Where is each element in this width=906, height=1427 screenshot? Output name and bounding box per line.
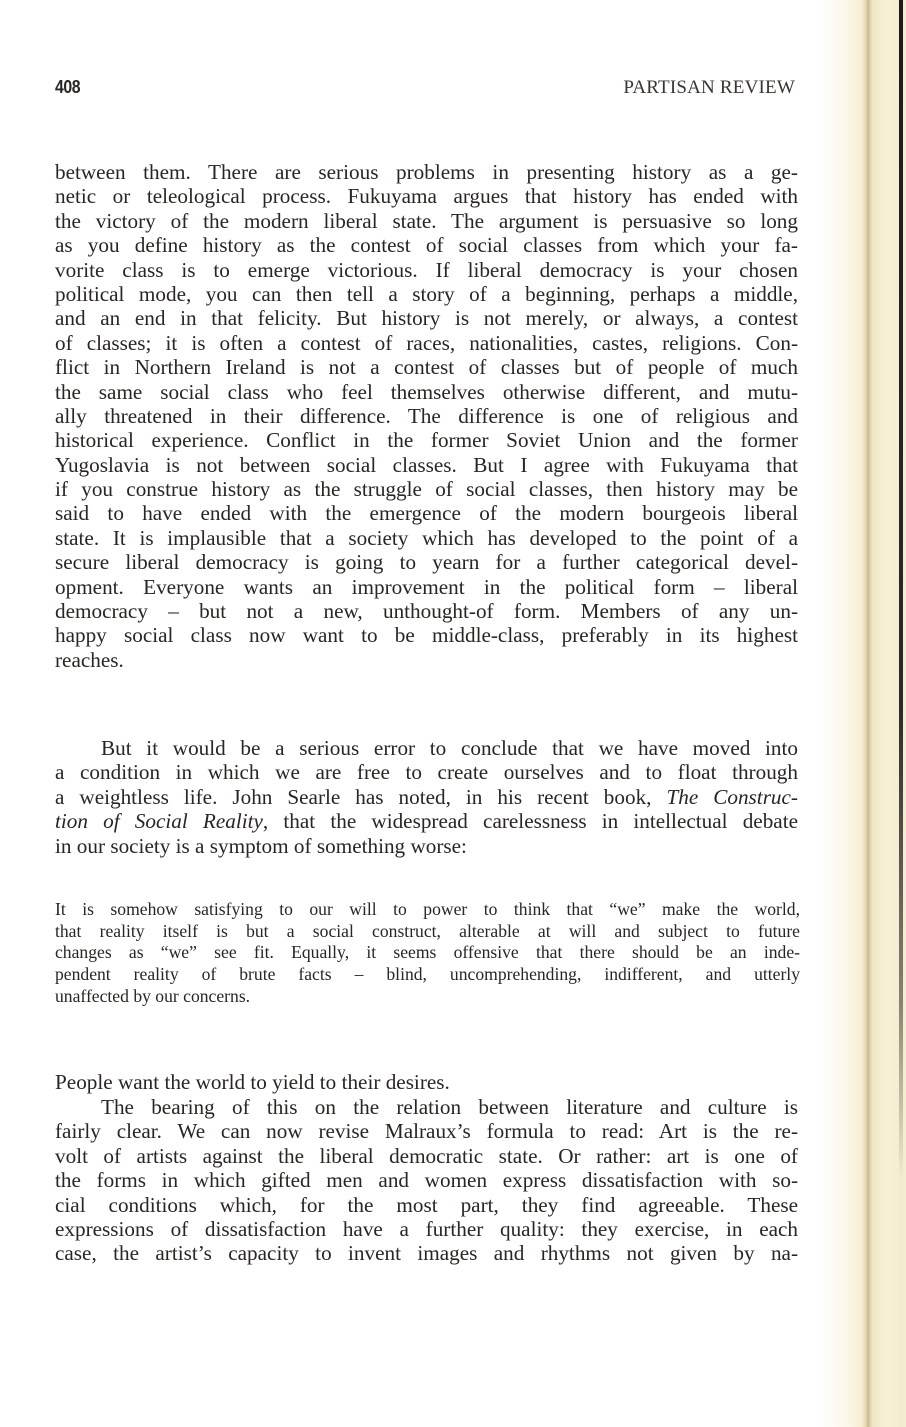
- quote-line: It is somehow satisfying to our will to power to think that “we” make the world,: [55, 899, 800, 919]
- text-line: cial conditions which, for the most part, they find agreeable. These: [55, 1192, 798, 1217]
- text-line: ally threatened in their difference. The difference is one of religious and: [55, 403, 798, 428]
- text-fragment: a weightless life. John Searle has noted, in his recent book,: [55, 784, 667, 809]
- text-line: [55, 785, 798, 809]
- book-title-italic: The Construc-: [666, 784, 798, 809]
- paragraph-2: [55, 736, 798, 858]
- page-number: 408: [55, 77, 81, 97]
- paragraph-4: [55, 1095, 798, 1266]
- text-line: between them. There are serious problems in presenting history as a ge-: [55, 160, 798, 184]
- text-line: netic or teleological process. Fukuyama argues that history has ended with: [55, 184, 798, 209]
- text-line: the forms in which gifted men and women express dissatisfaction with so-: [55, 1168, 798, 1193]
- text-line: flict in Northern Ireland is not a contest of classes but of people of much: [55, 355, 798, 380]
- running-head: PARTISAN REVIEW: [623, 77, 795, 98]
- text-line: historical experience. Conflict in the former Soviet Union and the former: [55, 428, 798, 453]
- page-binding-shadow: [899, 0, 903, 1180]
- text-line: of classes; it is often a contest of races, nationalities, castes, religions. Con-: [55, 330, 798, 355]
- page-binding-edge: [816, 0, 906, 1427]
- text-line: volt of artists against the liberal democratic state. Or rather: art is one of: [55, 1143, 798, 1168]
- text-fragment: , that the widespread carelessness in intellectual debate: [262, 809, 798, 834]
- paragraph-1: [55, 160, 798, 672]
- text-line: if you construe history as the struggle of social classes, then history may be: [55, 477, 798, 502]
- quote-line: pendent reality of brute facts – blind, uncomprehending, indifferent, and utterly: [55, 964, 800, 985]
- quote-line: unaffected by our concerns.: [55, 985, 251, 1006]
- quote-line: that reality itself is but a social construct, alterable at will and subject to future: [55, 920, 800, 941]
- quote-line: changes as “we” see fit. Equally, it seems offensive that there should be an inde-: [55, 942, 800, 963]
- text-line: expressions of dissatisfaction have a further quality: they exercise, in each: [55, 1216, 798, 1241]
- text-line: said to have ended with the emergence of the modern bourgeois liberal: [55, 501, 798, 526]
- text-line: secure liberal democracy is going to yearn for a further categorical devel-: [55, 550, 798, 575]
- text-line: case, the artist’s capacity to invent images and rhythms not given by na-: [55, 1241, 798, 1266]
- text-line: [55, 809, 798, 833]
- block-quote: [55, 899, 800, 1007]
- text-line: as you define history as the contest of social classes from which your fa-: [55, 233, 798, 258]
- text-line: Yugoslavia is not between social classes. But I agree with Fukuyama that: [55, 452, 798, 477]
- text-line: the same social class who feel themselves otherwise different, and mutu-: [55, 379, 798, 404]
- text-line: happy social class now want to be middle-class, preferably in its highest: [55, 623, 798, 648]
- text-line: the victory of the modern liberal state. The argument is persuasive so long: [55, 208, 798, 233]
- text-line: political mode, you can then tell a story of a beginning, perhaps a middle,: [55, 281, 798, 306]
- text-line: and an end in that felicity. But history is not merely, or always, a contest: [55, 306, 798, 331]
- page-header: [55, 73, 795, 103]
- text-line: The bearing of this on the relation between literature and culture is: [101, 1095, 798, 1119]
- text-line: opment. Everyone wants an improvement in the political form – liberal: [55, 574, 798, 599]
- text-line: People want the world to yield to their desires.: [55, 1070, 450, 1094]
- book-title-italic: tion of Social Reality: [55, 809, 263, 834]
- text-line: reaches.: [55, 647, 124, 672]
- paragraph-3: [55, 1070, 798, 1094]
- text-line: vorite class is to emerge victorious. If liberal democracy is your chosen: [55, 257, 798, 282]
- text-line: democracy – but not a new, unthought-of form. Members of any un-: [55, 599, 798, 624]
- text-line: a condition in which we are free to create ourselves and to float through: [55, 760, 798, 785]
- text-line: in our society is a symptom of something worse:: [55, 833, 467, 858]
- text-line: fairly clear. We can now revise Malraux’s formula to read: Art is the re-: [55, 1119, 798, 1144]
- text-line: But it would be a serious error to conclude that we have moved into: [101, 736, 798, 760]
- text-line: state. It is implausible that a society which has developed to the point of a: [55, 525, 798, 550]
